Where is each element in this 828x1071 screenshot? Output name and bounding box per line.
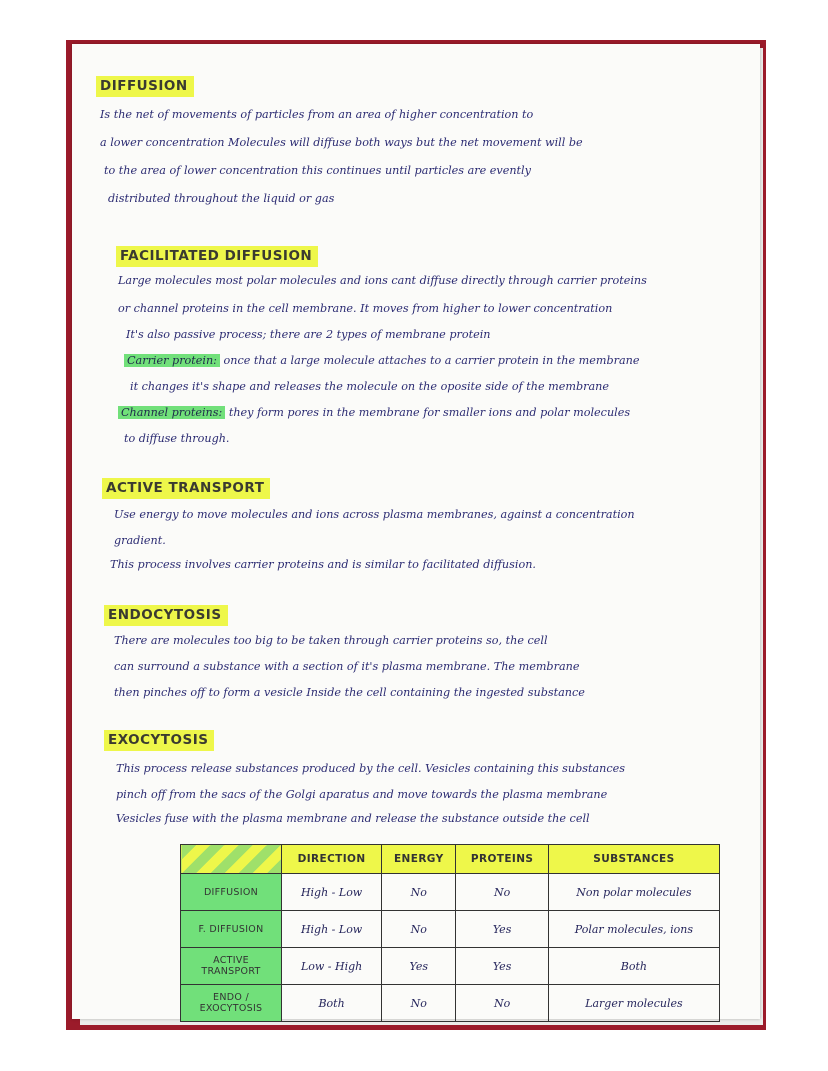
exocytosis-line-3: Vesicles fuse with the plasma membrane and release the substance outside the cell (116, 812, 590, 825)
facilitated-line-3: It's also passive process; there are 2 types of membrane protein (126, 328, 491, 341)
header-energy: ENERGY (382, 845, 456, 874)
table-cell: Larger molecules (548, 985, 719, 1022)
diffusion-line-4: distributed throughout the liquid or gas (108, 192, 335, 205)
active-line-1: Use energy to move molecules and ions across plasma membranes, against a concentration (114, 508, 635, 521)
exocytosis-line-2: pinch off from the sacs of the Golgi aparatus and move towards the plasma membrane (116, 788, 608, 801)
section-title-exocytosis: EXOCYTOSIS (104, 730, 214, 751)
carrier-protein-term: Carrier protein: (124, 354, 220, 367)
table-cell: Non polar molecules (548, 874, 719, 911)
endocytosis-line-3: then pinches off to form a vesicle Inside the cell containing the ingested substance (114, 686, 585, 699)
table-cell: High - Low (282, 874, 382, 911)
table-cell: Yes (456, 911, 548, 948)
header-proteins: PROTEINS (456, 845, 548, 874)
carrier-protein-line (124, 354, 639, 367)
table-row (181, 911, 720, 948)
table-cell: Yes (382, 948, 456, 985)
table-cell: No (456, 985, 548, 1022)
table-cell: No (382, 985, 456, 1022)
section-title-endocytosis: ENDOCYTOSIS (104, 605, 228, 626)
header-substances: SUBSTANCES (548, 845, 719, 874)
table-cell: Yes (456, 948, 548, 985)
channel-protein-line-2: to diffuse through. (124, 432, 230, 445)
carrier-protein-line-2: it changes it's shape and releases the molecule on the oposite side of the membrane (130, 380, 610, 393)
table-row (181, 985, 720, 1022)
table-cell: Both (548, 948, 719, 985)
table-row (181, 874, 720, 911)
active-line-2: gradient. (114, 534, 166, 547)
diffusion-line-2: a lower concentration Molecules will diffuse both ways but the net movement will be (100, 136, 583, 149)
facilitated-line-1: Large molecules most polar molecules and ions cant diffuse directly through carrier proteins (118, 274, 647, 287)
section-title-facilitated-diffusion: FACILITATED DIFFUSION (116, 246, 318, 267)
section-title-active-transport: ACTIVE TRANSPORT (102, 478, 270, 499)
table-corner-cell (181, 845, 282, 874)
active-line-3: This process involves carrier proteins and is similar to facilitated diffusion. (110, 558, 536, 571)
row-label-f-diffusion: F. DIFFUSION (181, 911, 282, 948)
endocytosis-line-2: can surround a substance with a section of it's plasma membrane. The membrane (114, 660, 580, 673)
notebook-page (72, 44, 760, 1019)
table-row (181, 948, 720, 985)
row-label-active-transport: ACTIVE TRANSPORT (181, 948, 282, 985)
table-cell: Both (282, 985, 382, 1022)
table-cell: No (382, 911, 456, 948)
row-label-endo-exocytosis: ENDO / EXOCYTOSIS (181, 985, 282, 1022)
table-header-row (181, 845, 720, 874)
transport-summary-table (180, 844, 720, 1022)
table-cell: Low - High (282, 948, 382, 985)
table-cell: High - Low (282, 911, 382, 948)
facilitated-line-2: or channel proteins in the cell membrane. It moves from higher to lower concentration (118, 302, 613, 315)
table-cell: Polar molecules, ions (548, 911, 719, 948)
diffusion-line-3: to the area of lower concentration this continues until particles are evently (104, 164, 531, 177)
endocytosis-line-1: There are molecules too big to be taken through carrier proteins so, the cell (114, 634, 548, 647)
section-title-diffusion: DIFFUSION (96, 76, 194, 97)
exocytosis-line-1: This process release substances produced by the cell. Vesicles containing this substances (116, 762, 625, 775)
header-direction: DIRECTION (282, 845, 382, 874)
channel-protein-term: Channel proteins: (118, 406, 225, 419)
channel-protein-text: they form pores in the membrane for smaller ions and polar molecules (228, 406, 631, 419)
table-cell: No (456, 874, 548, 911)
table-cell: No (382, 874, 456, 911)
channel-protein-line (118, 406, 630, 419)
carrier-protein-text: once that a large molecule attaches to a carrier protein in the membrane (223, 354, 640, 367)
diffusion-line-1: Is the net of movements of particles from an area of higher concentration to (100, 108, 534, 121)
row-label-diffusion: DIFFUSION (181, 874, 282, 911)
